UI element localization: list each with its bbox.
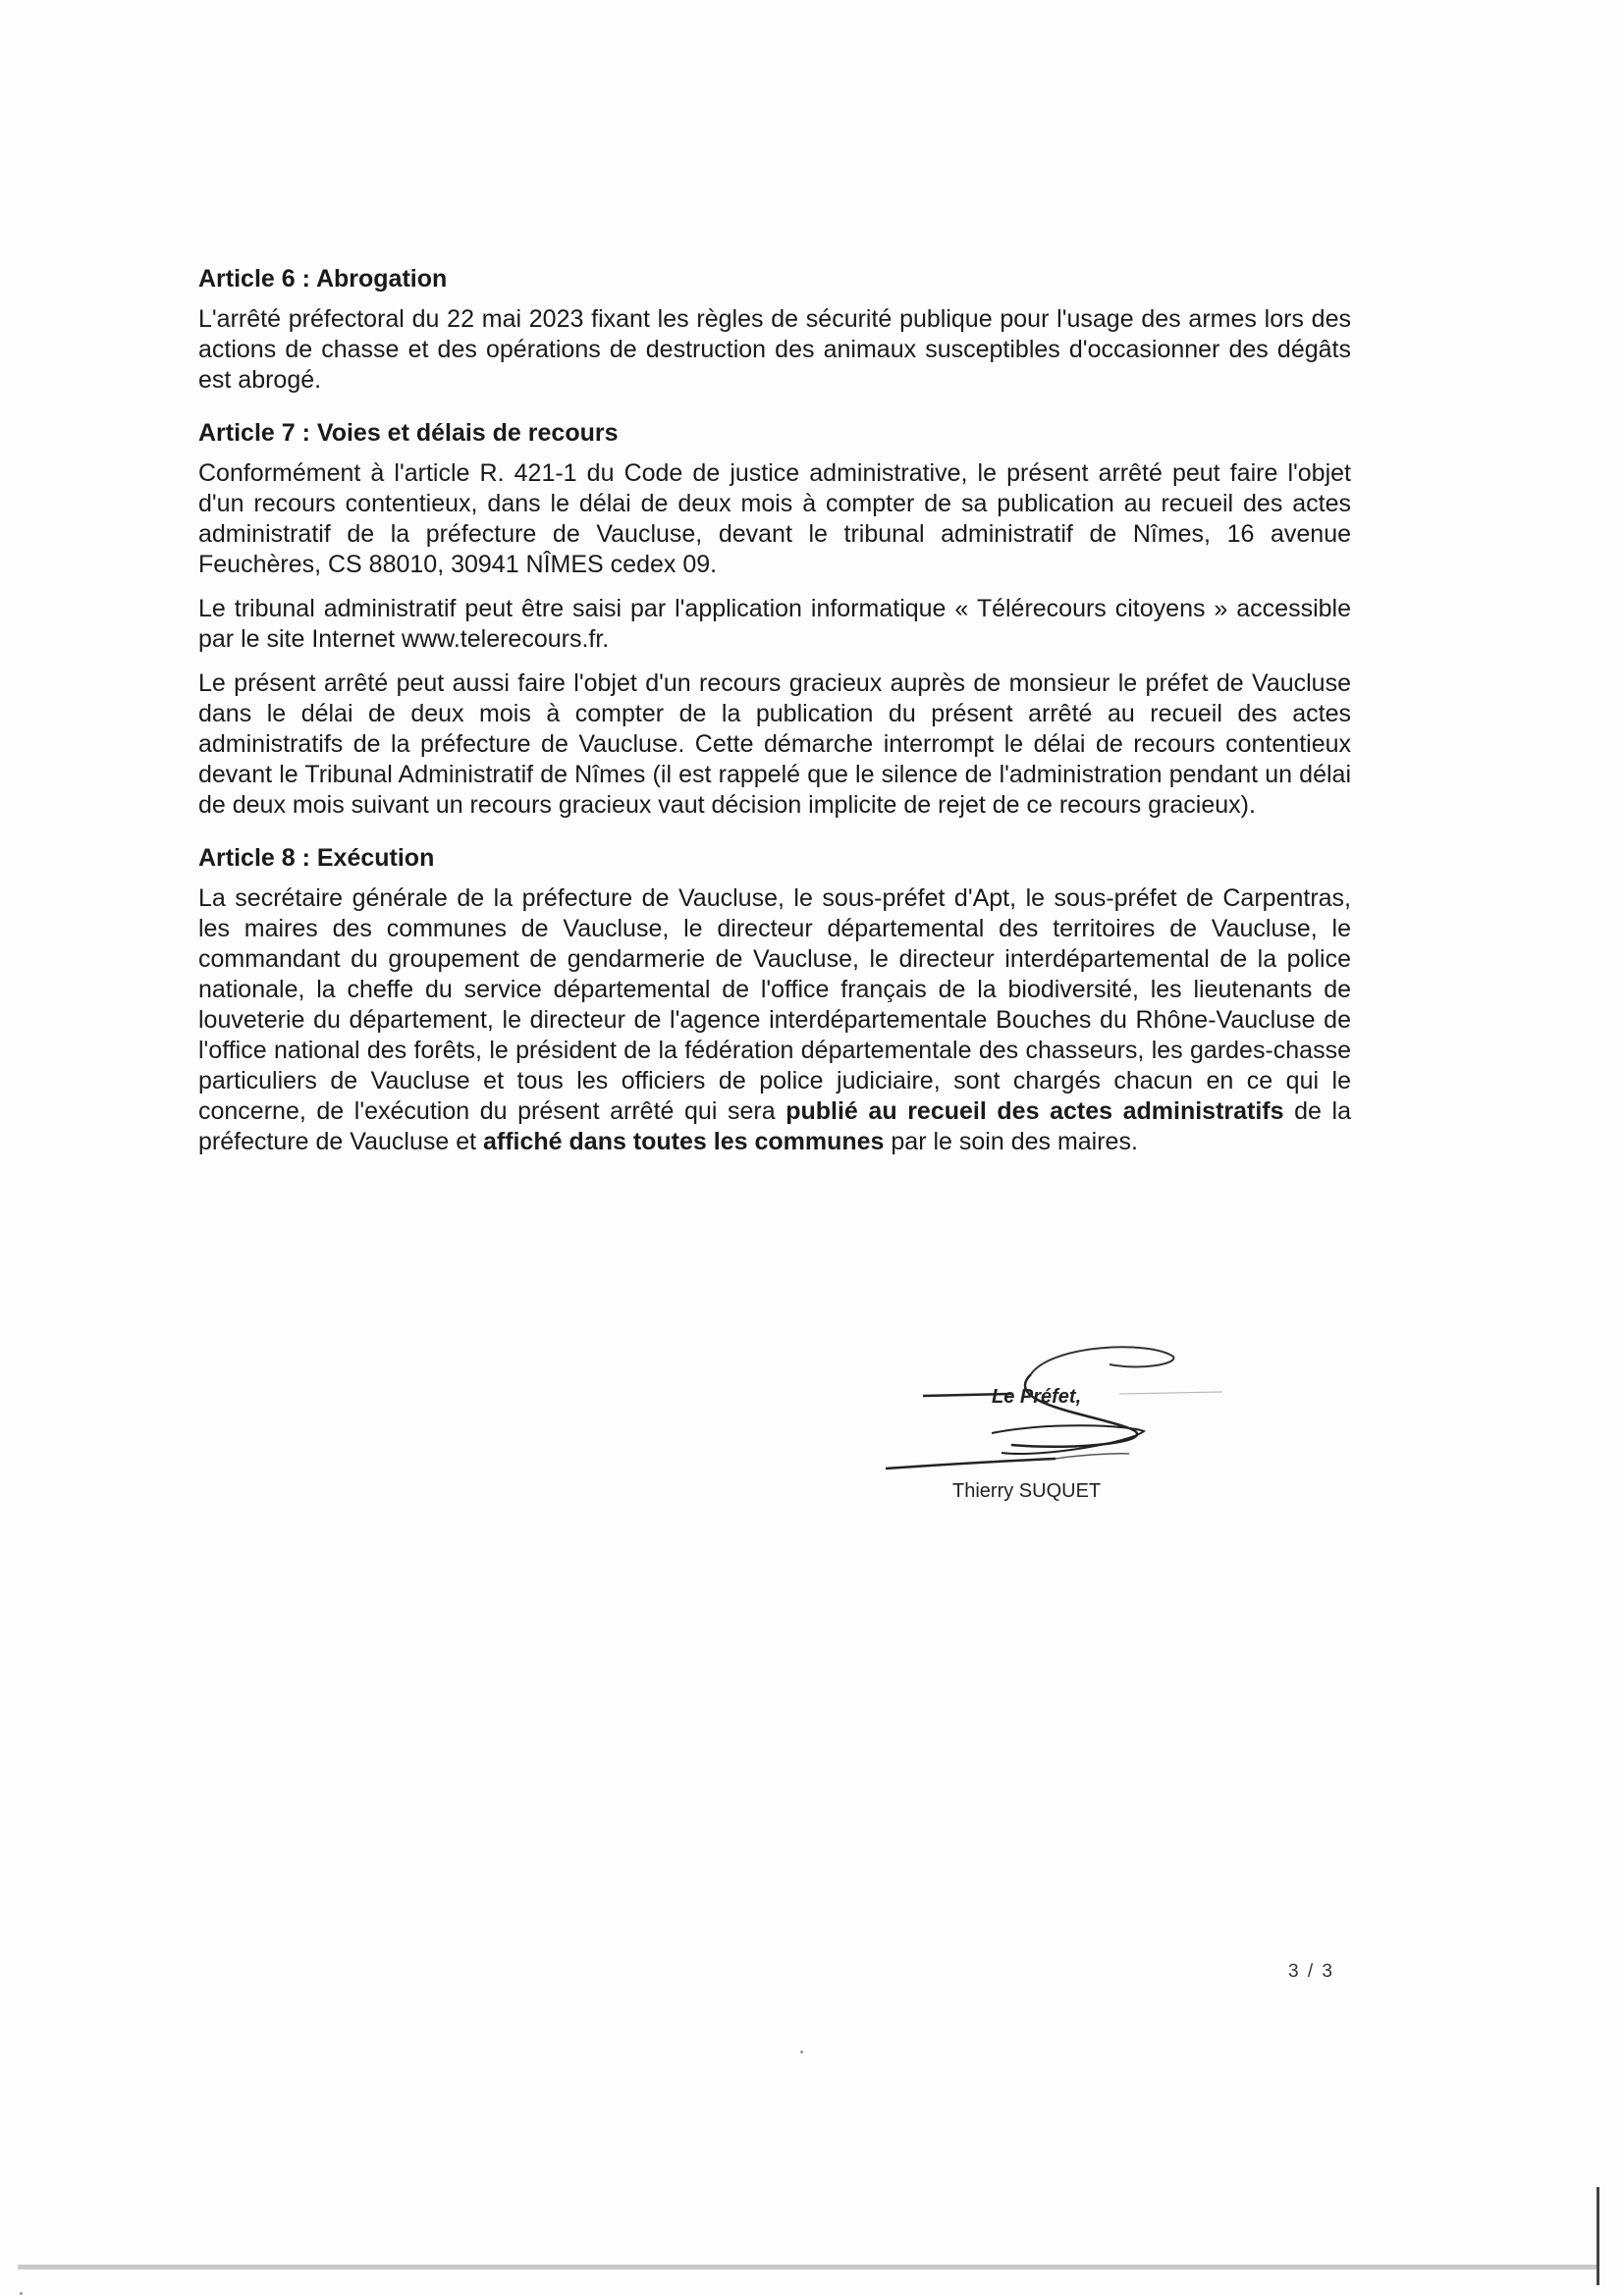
article-8-text-1: La secrétaire générale de la préfecture de Vaucluse, le sous-préfet d'Apt, le sous-préfet de Carpentras, les maires des communes de Vaucluse, le directeur départemental des territoires de Vaucluse, le commandant du groupement de gendarmerie de Vaucluse, le directeur interdépartemental de la police nationale, la cheffe du service départemental de l'office français de la biodiversité, les lieutenants de louveterie du département, le directeur de l'agence interdépartementale Bouches du Rhône-Vaucluse de l'office national des forêts, le président de la fédération départementale des chasseurs, les gardes-chasse particuliers de Vaucluse et tous les officiers de police judiciaire, sont chargés chacun en ce qui le concerne, de l'exécution du présent arrêté qui sera xyxy=(198,884,1351,1125)
article-7-paragraph-2: Le tribunal administratif peut être saisi par l'application informatique « Télérecours citoyens » accessible par le site Internet www.telerecours.fr. xyxy=(198,595,1351,653)
article-6-paragraph: L'arrêté préfectoral du 22 mai 2023 fixant les règles de sécurité publique pour l'usage des armes lors des actions de chasse et des opérations de destruction des animaux susceptibles d'occasionner des dégâts est abrogé. xyxy=(198,305,1351,394)
article-7-title: Article 7 : Voies et délais de recours xyxy=(198,419,619,447)
article-8-text-2: de la préfecture de Vaucluse et xyxy=(198,1097,1351,1155)
article-8-paragraph xyxy=(198,883,1351,1157)
article-8 xyxy=(192,842,1351,1157)
article-6 xyxy=(192,263,1351,396)
scan-speck xyxy=(800,2051,803,2054)
signature-block xyxy=(884,1335,1237,1512)
article-8-bold-2: affiché dans toutes les communes xyxy=(483,1128,885,1155)
article-6-title: Article 6 : Abrogation xyxy=(198,265,448,293)
signatory-name: Thierry SUQUET xyxy=(952,1480,1102,1502)
scan-speck xyxy=(20,2292,23,2295)
article-7-paragraph-3: Le présent arrêté peut aussi faire l'objet d'un recours gracieux auprès de monsieur le préfet de Vaucluse dans le délai de deux mois à compter de la publication du présent arrêté au recueil des actes administratifs de la préfecture de Vaucluse. Cette démarche interrompt le délai de recours contentieux devant le Tribunal Administratif de Nîmes (il est rappelé que le silence de l'administration pendant un délai de deux mois suivant un recours gracieux vaut décision implicite de rejet de ce recours gracieux). xyxy=(198,669,1351,819)
article-8-bold-1: publié au recueil des actes administratifs xyxy=(785,1097,1284,1125)
article-7-paragraph-1: Conformément à l'article R. 421-1 du Code de justice administrative, le présent arrêté peut faire l'objet d'un recours contentieux, dans le délai de deux mois à compter de sa publication au recueil des actes administratif de la préfecture de Vaucluse, devant le tribunal administratif de Nîmes, 16 avenue Feuchères, CS 88010, 30941 NÎMES cedex 09. xyxy=(198,459,1351,578)
page-right-edge xyxy=(1597,2187,1599,2285)
article-7 xyxy=(192,417,1351,821)
document-body xyxy=(192,263,1351,1179)
signatory-title: Le Préfet, xyxy=(992,1386,1082,1408)
article-8-title: Article 8 : Exécution xyxy=(198,844,435,872)
page-number: 3 / 3 xyxy=(1288,1961,1334,1982)
page-bottom-edge xyxy=(18,2265,1598,2269)
article-8-text-3: par le soin des maires. xyxy=(884,1128,1138,1155)
